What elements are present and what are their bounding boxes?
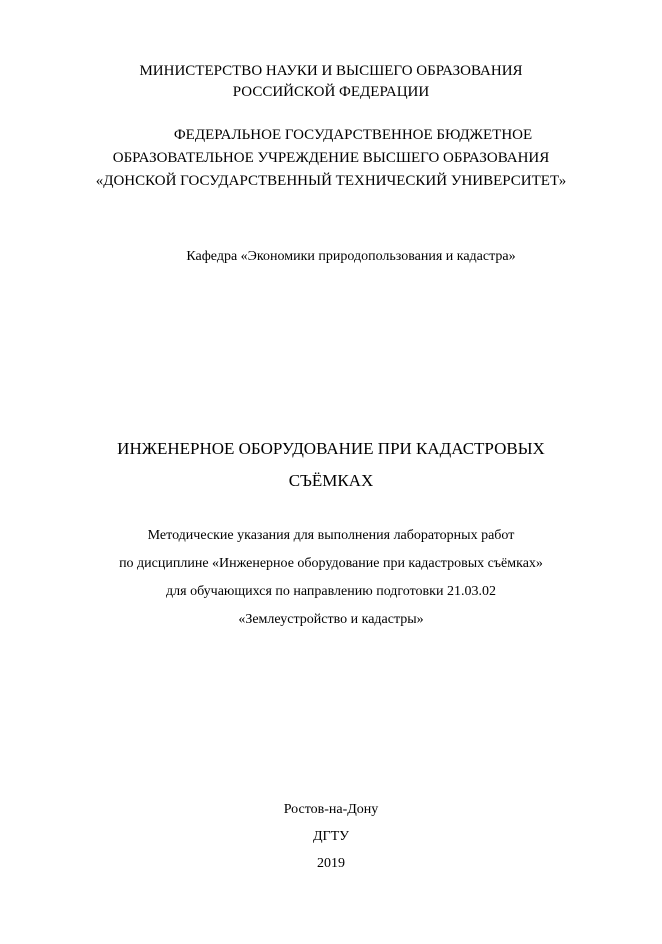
ministry-name-line2: РОССИЙСКОЙ ФЕДЕРАЦИИ (232, 84, 430, 100)
institution-name-line1: ФЕДЕРАЛЬНОЕ ГОСУДАРСТВЕННОЕ БЮДЖЕТНОЕ (173, 127, 533, 143)
description-line2: по дисциплине «Инженерное оборудование при кадастровых съёмках» (119, 556, 543, 571)
institution-name-line2: ОБРАЗОВАТЕЛЬНОЕ УЧРЕЖДЕНИЕ ВЫСШЕГО ОБРАЗОВАНИЯ (112, 150, 550, 166)
department-name: Кафедра «Экономики природопользования и кадастра» (186, 249, 516, 264)
description-line3: для обучающихся по направлению подготовки 21.03.02 (166, 584, 496, 599)
publication-year: 2019 (317, 856, 345, 871)
document-title-line1: ИНЖЕНЕРНОЕ ОБОРУДОВАНИЕ ПРИ КАДАСТРОВЫХ (117, 439, 545, 458)
description-line1: Методические указания для выполнения лабораторных работ (147, 528, 515, 543)
description-line4: «Землеустройство и кадастры» (238, 612, 424, 627)
city: Ростов-на-Дону (283, 802, 379, 817)
document-title-line2: СЪЁМКАХ (288, 471, 374, 490)
university-abbreviation: ДГТУ (312, 829, 350, 844)
institution-name-line3: «ДОНСКОЙ ГОСУДАРСТВЕННЫЙ ТЕХНИЧЕСКИЙ УНИВЕРСИТЕТ» (95, 173, 567, 189)
ministry-name-line1: МИНИСТЕРСТВО НАУКИ И ВЫСШЕГО ОБРАЗОВАНИЯ (139, 63, 523, 79)
